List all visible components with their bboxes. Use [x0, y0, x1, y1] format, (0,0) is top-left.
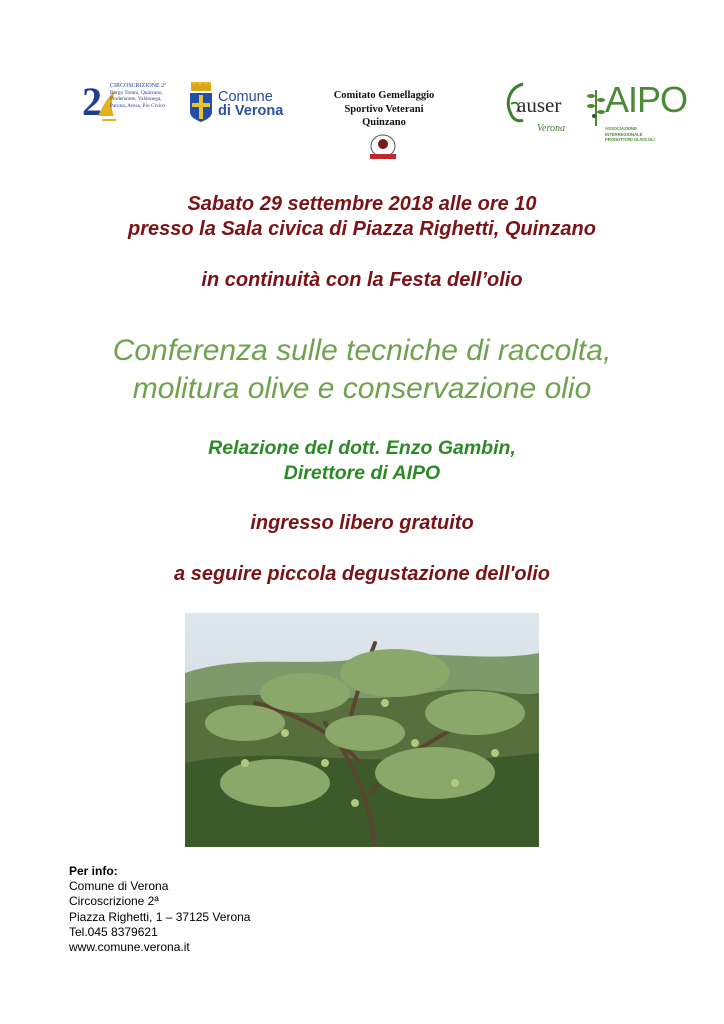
conference-title-line1: Conferenza sulle tecniche di raccolta,	[112, 334, 612, 367]
info-line: Tel.045 8379621	[69, 924, 158, 939]
comune-line2: di Verona	[218, 103, 284, 119]
event-continuity-line: in continuità con la Festa dell’olio	[201, 269, 523, 291]
comune-di-verona-logo	[188, 82, 298, 126]
aipo-subtitle: ASSOCIAZIONE INTERREGIONALE PRODUTTORI OLIVICOLI	[605, 126, 655, 142]
speaker-line2: Direttore di AIPO	[283, 462, 441, 484]
comitato-line: Comitato Gemellaggio	[333, 90, 435, 101]
info-website[interactable]: www.comune.verona.it	[69, 940, 190, 955]
olive-branch-icon	[585, 86, 607, 126]
entry-note: ingresso libero gratuito	[250, 512, 474, 534]
comune-line1: Comune	[218, 89, 273, 105]
info-line: Circoscrizione 2ª	[69, 894, 159, 909]
info-line: Piazza Righetti, 1 – 37125 Verona	[69, 909, 251, 924]
circoscrizione-logo	[82, 80, 188, 124]
circoscrizione-line: Borgo Trento, Quinzano,	[110, 89, 163, 96]
comitato-text	[322, 89, 446, 130]
auser-logo	[503, 82, 571, 140]
info-block	[69, 864, 250, 955]
comitato-line: Sportivo Veterani	[344, 103, 424, 115]
tasting-note: a seguire piccola degustazione dell'olio	[174, 563, 550, 585]
speaker-line1: Relazione del dott. Enzo Gambin,	[208, 437, 516, 459]
auser-city: Verona	[537, 123, 565, 134]
circoscrizione-line: CIRCOSCRIZIONE 2ª	[110, 83, 166, 89]
circoscrizione-number: 2	[82, 79, 102, 124]
info-label: Per info:	[69, 864, 118, 878]
info-line: Comune di Verona	[69, 879, 169, 894]
event-date-line: Sabato 29 settembre 2018 alle ore 10	[187, 193, 537, 215]
olive-tree-photo	[185, 613, 539, 847]
circoscrizione-line: Pindemonte, Valdonega,	[110, 96, 162, 103]
verona-crest-icon	[188, 82, 214, 122]
aipo-logo	[585, 79, 688, 144]
comitato-line: Quinzano	[362, 117, 406, 128]
auser-name: auser	[517, 93, 562, 117]
aipo-name: AIPO	[605, 79, 688, 120]
event-venue-line: presso la Sala civica di Piazza Righetti, Quinzano	[128, 218, 596, 240]
conference-title-line2: molitura olive e conservazione olio	[132, 372, 592, 405]
circoscrizione-line: Parona, Avesa, Pio Civico	[110, 102, 166, 109]
comitato-emblem-icon	[366, 133, 400, 161]
